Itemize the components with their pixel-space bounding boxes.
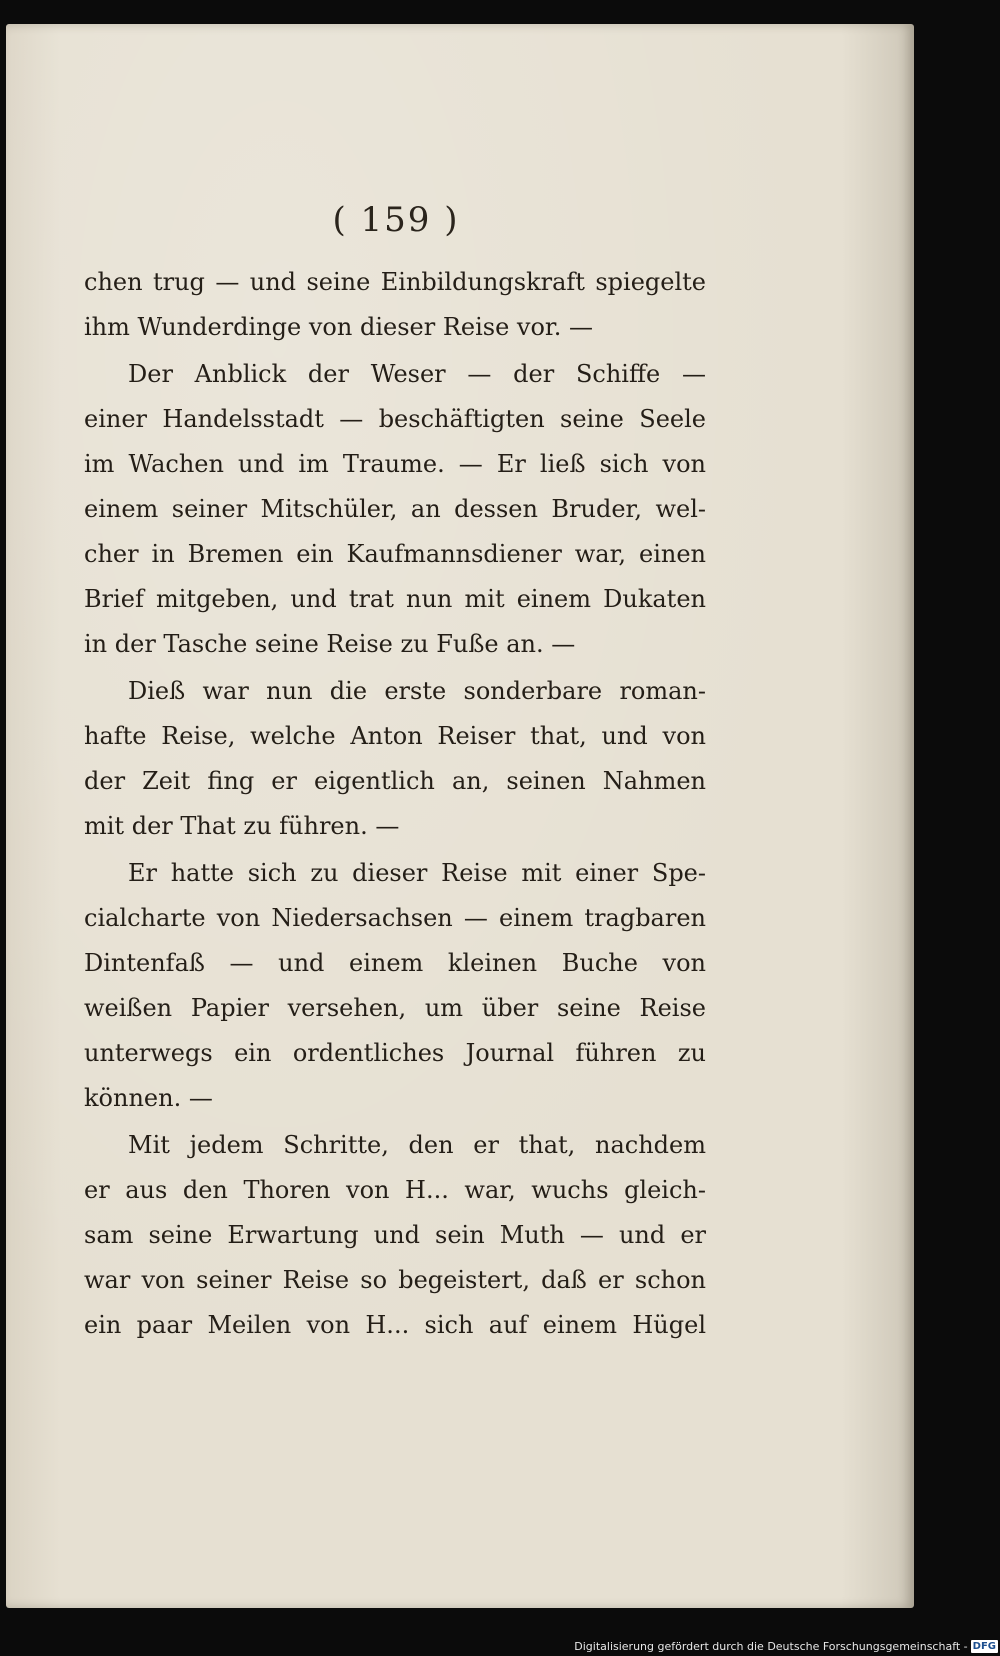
digitization-credit <box>574 1638 998 1654</box>
text-line: war von seiner Reise so begeistert, daß er schon <box>84 1266 706 1294</box>
text-line: er aus den Thoren von H... war, wuchs gleich- <box>84 1176 706 1204</box>
text-line: cialcharte von Niedersachsen — einem tragbaren <box>84 904 706 932</box>
text-line: Dintenfaß — und einem kleinen Buche von <box>84 949 706 977</box>
credit-text: Digitalisierung gefördert durch die Deutsche Forschungsgemeinschaft - <box>574 1639 968 1653</box>
text-line: in der Tasche seine Reise zu Fuße an. — <box>84 630 576 658</box>
text-line: ein paar Meilen von H... sich auf einem Hügel <box>84 1311 706 1339</box>
text-line: der Zeit fing er eigentlich an, seinen Nahmen <box>84 767 706 795</box>
text-line: mit der That zu führen. — <box>84 812 400 840</box>
body-text <box>84 260 706 1348</box>
text-line: ihm Wunderdinge von dieser Reise vor. — <box>84 313 594 341</box>
text-line: sam seine Erwartung und sein Muth — und er <box>84 1221 706 1249</box>
text-line: Brief mitgeben, und trat nun mit einem Dukaten <box>84 585 706 613</box>
text-line: einer Handelsstadt — beschäftigten seine Seele <box>84 405 706 433</box>
book-page <box>6 24 914 1608</box>
text-line: chen trug — und seine Einbildungskraft spiegelte <box>84 268 706 296</box>
text-line: können. — <box>84 1084 213 1112</box>
dfg-logo-icon: DFG <box>972 1640 996 1652</box>
text-line: unterwegs ein ordentliches Journal führen zu <box>84 1039 706 1067</box>
text-line: hafte Reise, welche Anton Reiser that, und von <box>84 722 706 750</box>
text-line: im Wachen und im Traume. — Er ließ sich von <box>84 450 706 478</box>
text-line: Er hatte sich zu dieser Reise mit einer Spe- <box>128 859 706 887</box>
page-number: ( 159 ) <box>332 200 460 240</box>
text-line: weißen Papier versehen, um über seine Reise <box>84 994 706 1022</box>
text-line: Der Anblick der Weser — der Schiffe — <box>128 360 706 388</box>
text-line: Mit jedem Schritte, den er that, nachdem <box>128 1131 706 1159</box>
text-line: cher in Bremen ein Kaufmannsdiener war, einen <box>84 540 706 568</box>
text-line: einem seiner Mitschüler, an dessen Bruder, wel- <box>84 495 706 523</box>
text-line: Dieß war nun die erste sonderbare roman- <box>128 677 706 705</box>
